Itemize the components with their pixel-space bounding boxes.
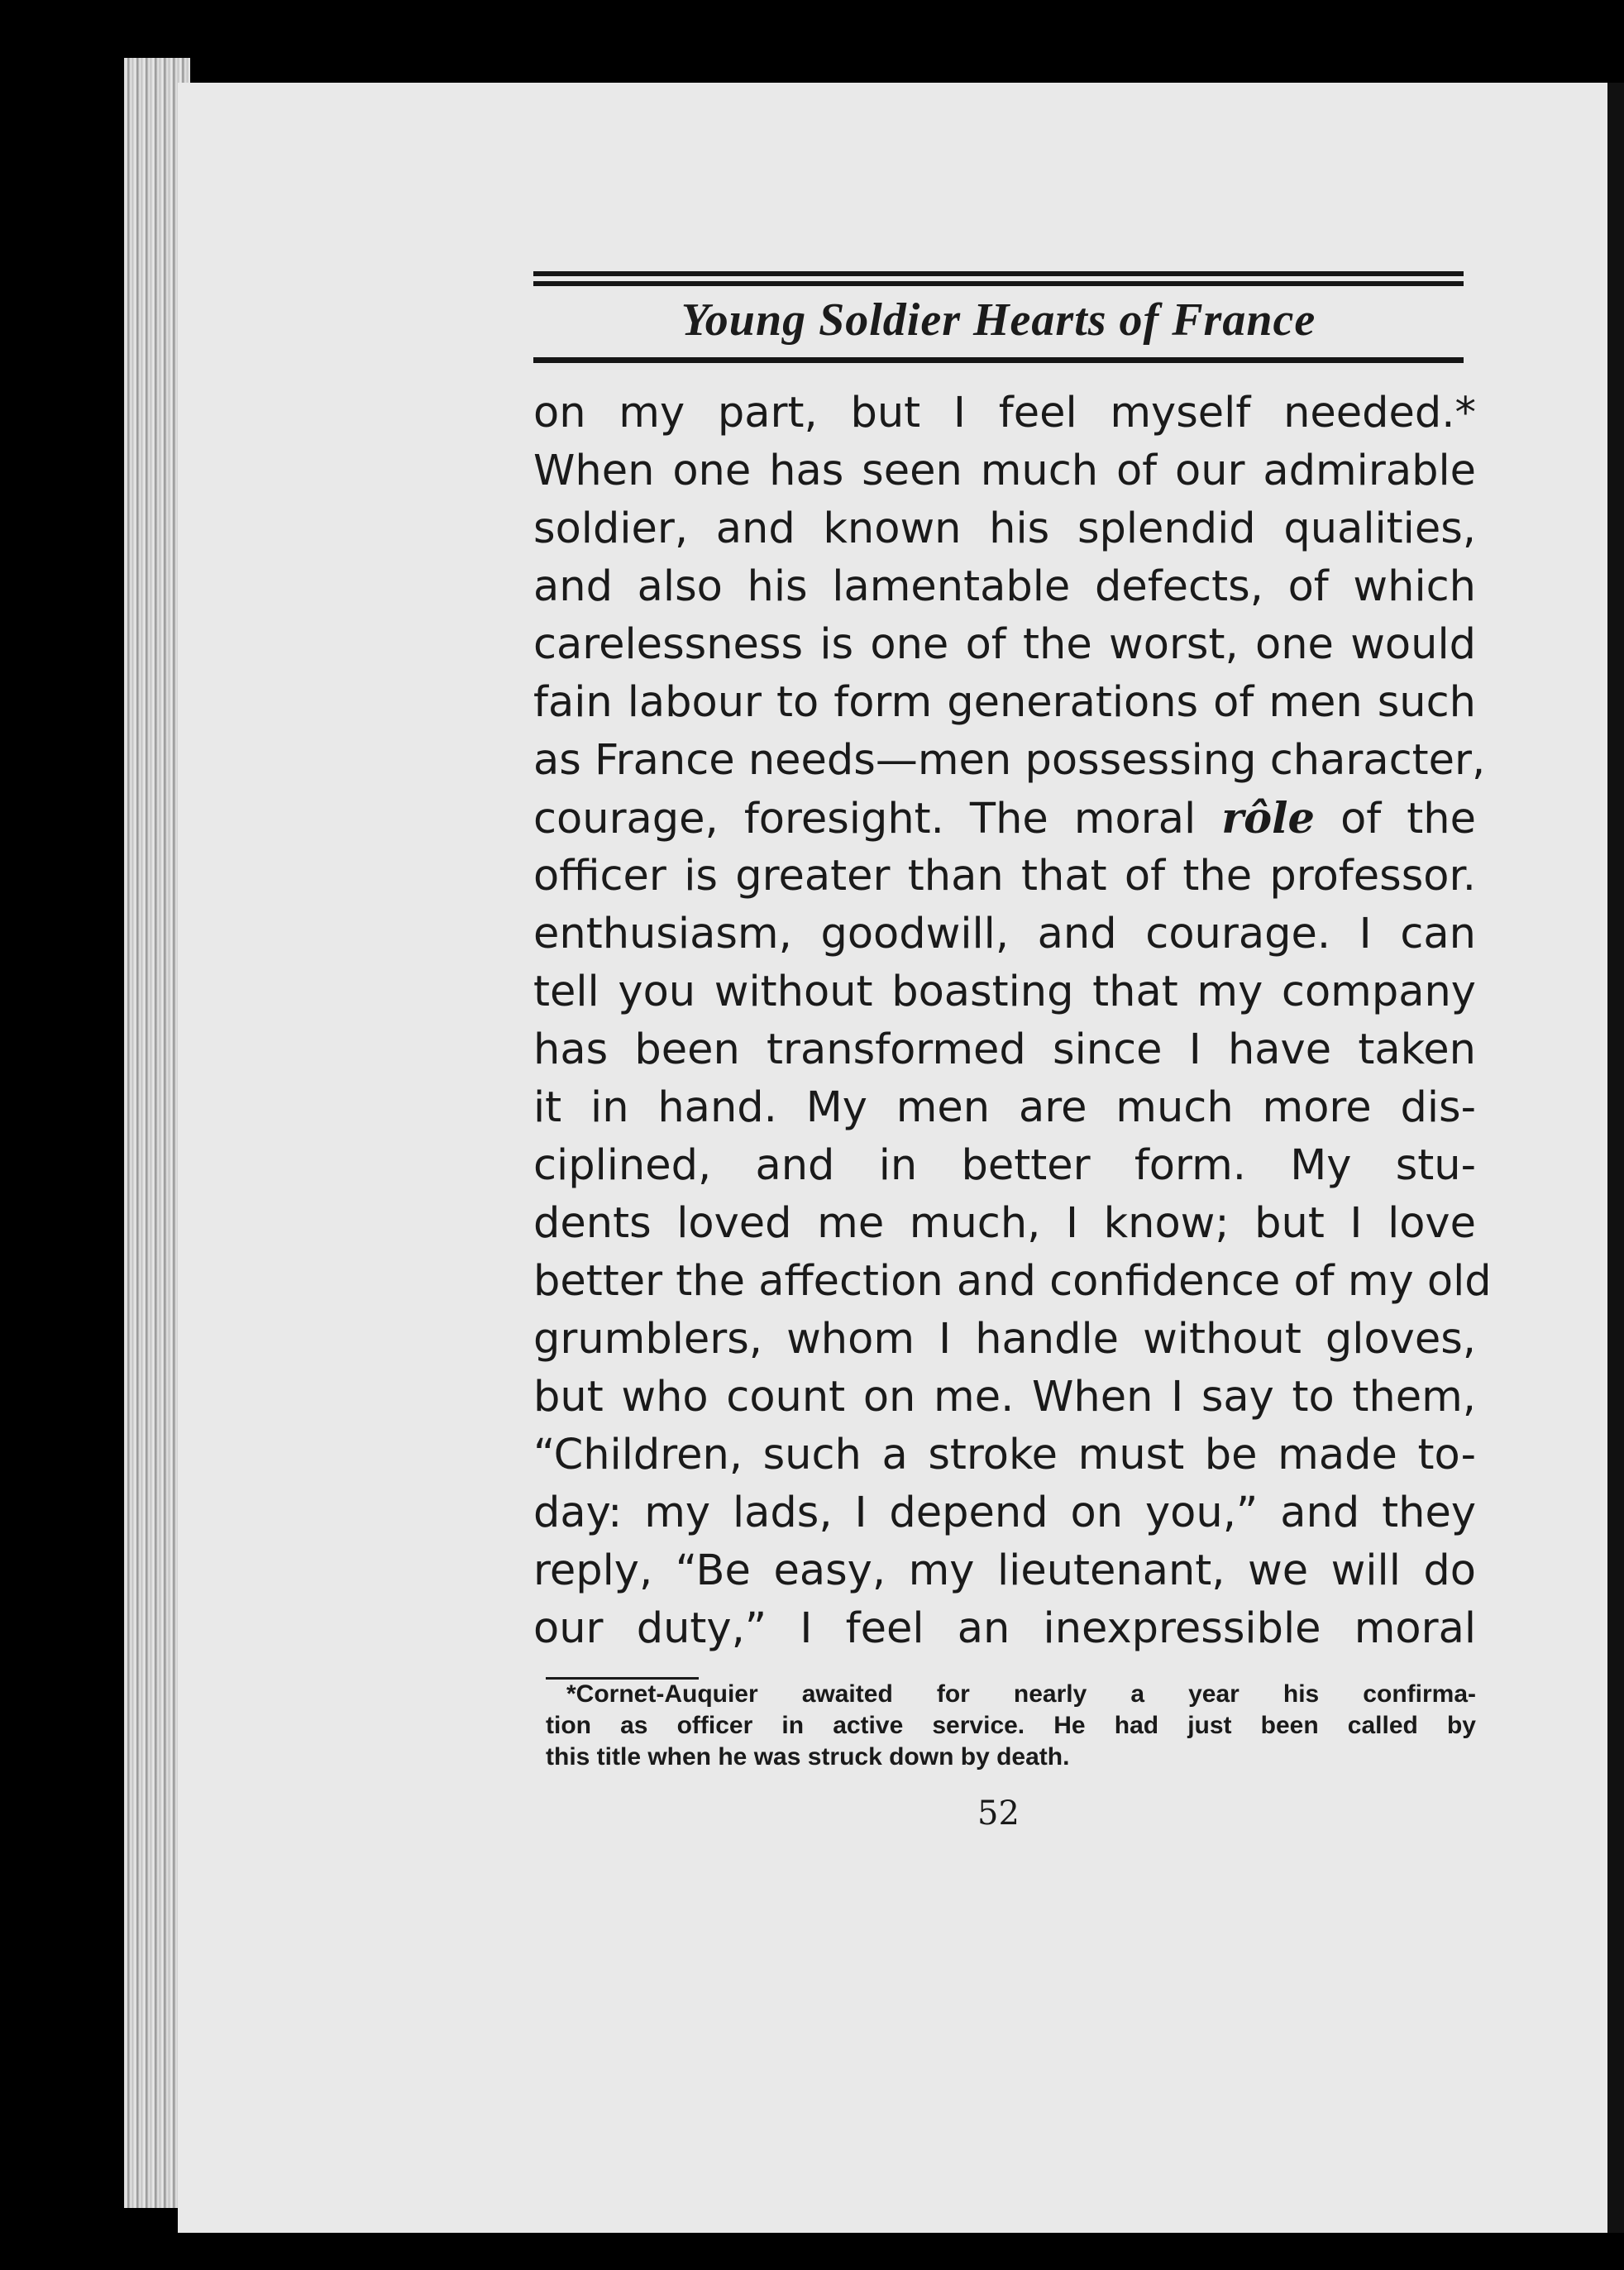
body-line: ciplined, and in better form. My stu- [533, 1141, 1476, 1190]
body-line: but who count on me. When I say to them, [533, 1373, 1476, 1422]
body-line: “Children, such a stroke must be made to- [533, 1431, 1476, 1479]
body-line: fain labour to form generations of men such [533, 678, 1476, 727]
body-line: enthusiasm, goodwill, and courage. I can [533, 910, 1476, 958]
body-line-with-italic [533, 790, 1476, 848]
body-text [533, 385, 1492, 1658]
italic-word: rôle [1221, 794, 1315, 843]
body-line: reply, “Be easy, my lieutenant, we will do [533, 1546, 1476, 1595]
footnote-line: tion as officer in active service. He had just been called by [546, 1712, 1476, 1739]
body-line: and also his lamentable defects, of which [533, 562, 1476, 611]
footnote-line: *Cornet-Auquier awaited for nearly a year his confirma- [566, 1680, 1476, 1708]
body-line: our duty,” I feel an inexpressible moral [533, 1604, 1476, 1653]
body-line: as France needs—men possessing character, [533, 736, 1486, 785]
body-line-start: courage, foresight. The moral [533, 795, 1197, 843]
body-line: better the affection and confidence of my old [533, 1257, 1492, 1306]
page-gutter [1607, 83, 1624, 2233]
footnote-line: this title when he was struck down by death. [546, 1743, 1070, 1771]
running-head: Young Soldier Hearts of France [681, 294, 1316, 346]
body-line: When one has seen much of our admirable [533, 447, 1476, 495]
body-line-end: of the [1340, 795, 1476, 843]
body-line: grumblers, whom I handle without gloves, [533, 1315, 1476, 1364]
footnote [546, 1679, 1476, 1773]
header-rule-top-second [533, 281, 1464, 286]
header-rule-bottom [533, 357, 1464, 363]
body-line: has been transformed since I have taken [533, 1025, 1476, 1074]
body-line: day: my lads, I depend on you,” and they [533, 1489, 1476, 1537]
body-line: dents loved me much, I know; but I love [533, 1199, 1476, 1248]
body-line: officer is greater than that of the professor. [533, 852, 1476, 901]
body-line: carelessness is one of the worst, one would [533, 620, 1476, 669]
body-line: soldier, and known his splendid qualities, [533, 504, 1476, 553]
body-line: tell you without boasting that my company [533, 968, 1476, 1016]
body-line: on my part, but I feel myself needed.* [533, 389, 1476, 437]
page-number: 52 [977, 1794, 1020, 1833]
header-rule-top [533, 271, 1464, 276]
body-line: it in hand. My men are much more dis- [533, 1083, 1476, 1132]
